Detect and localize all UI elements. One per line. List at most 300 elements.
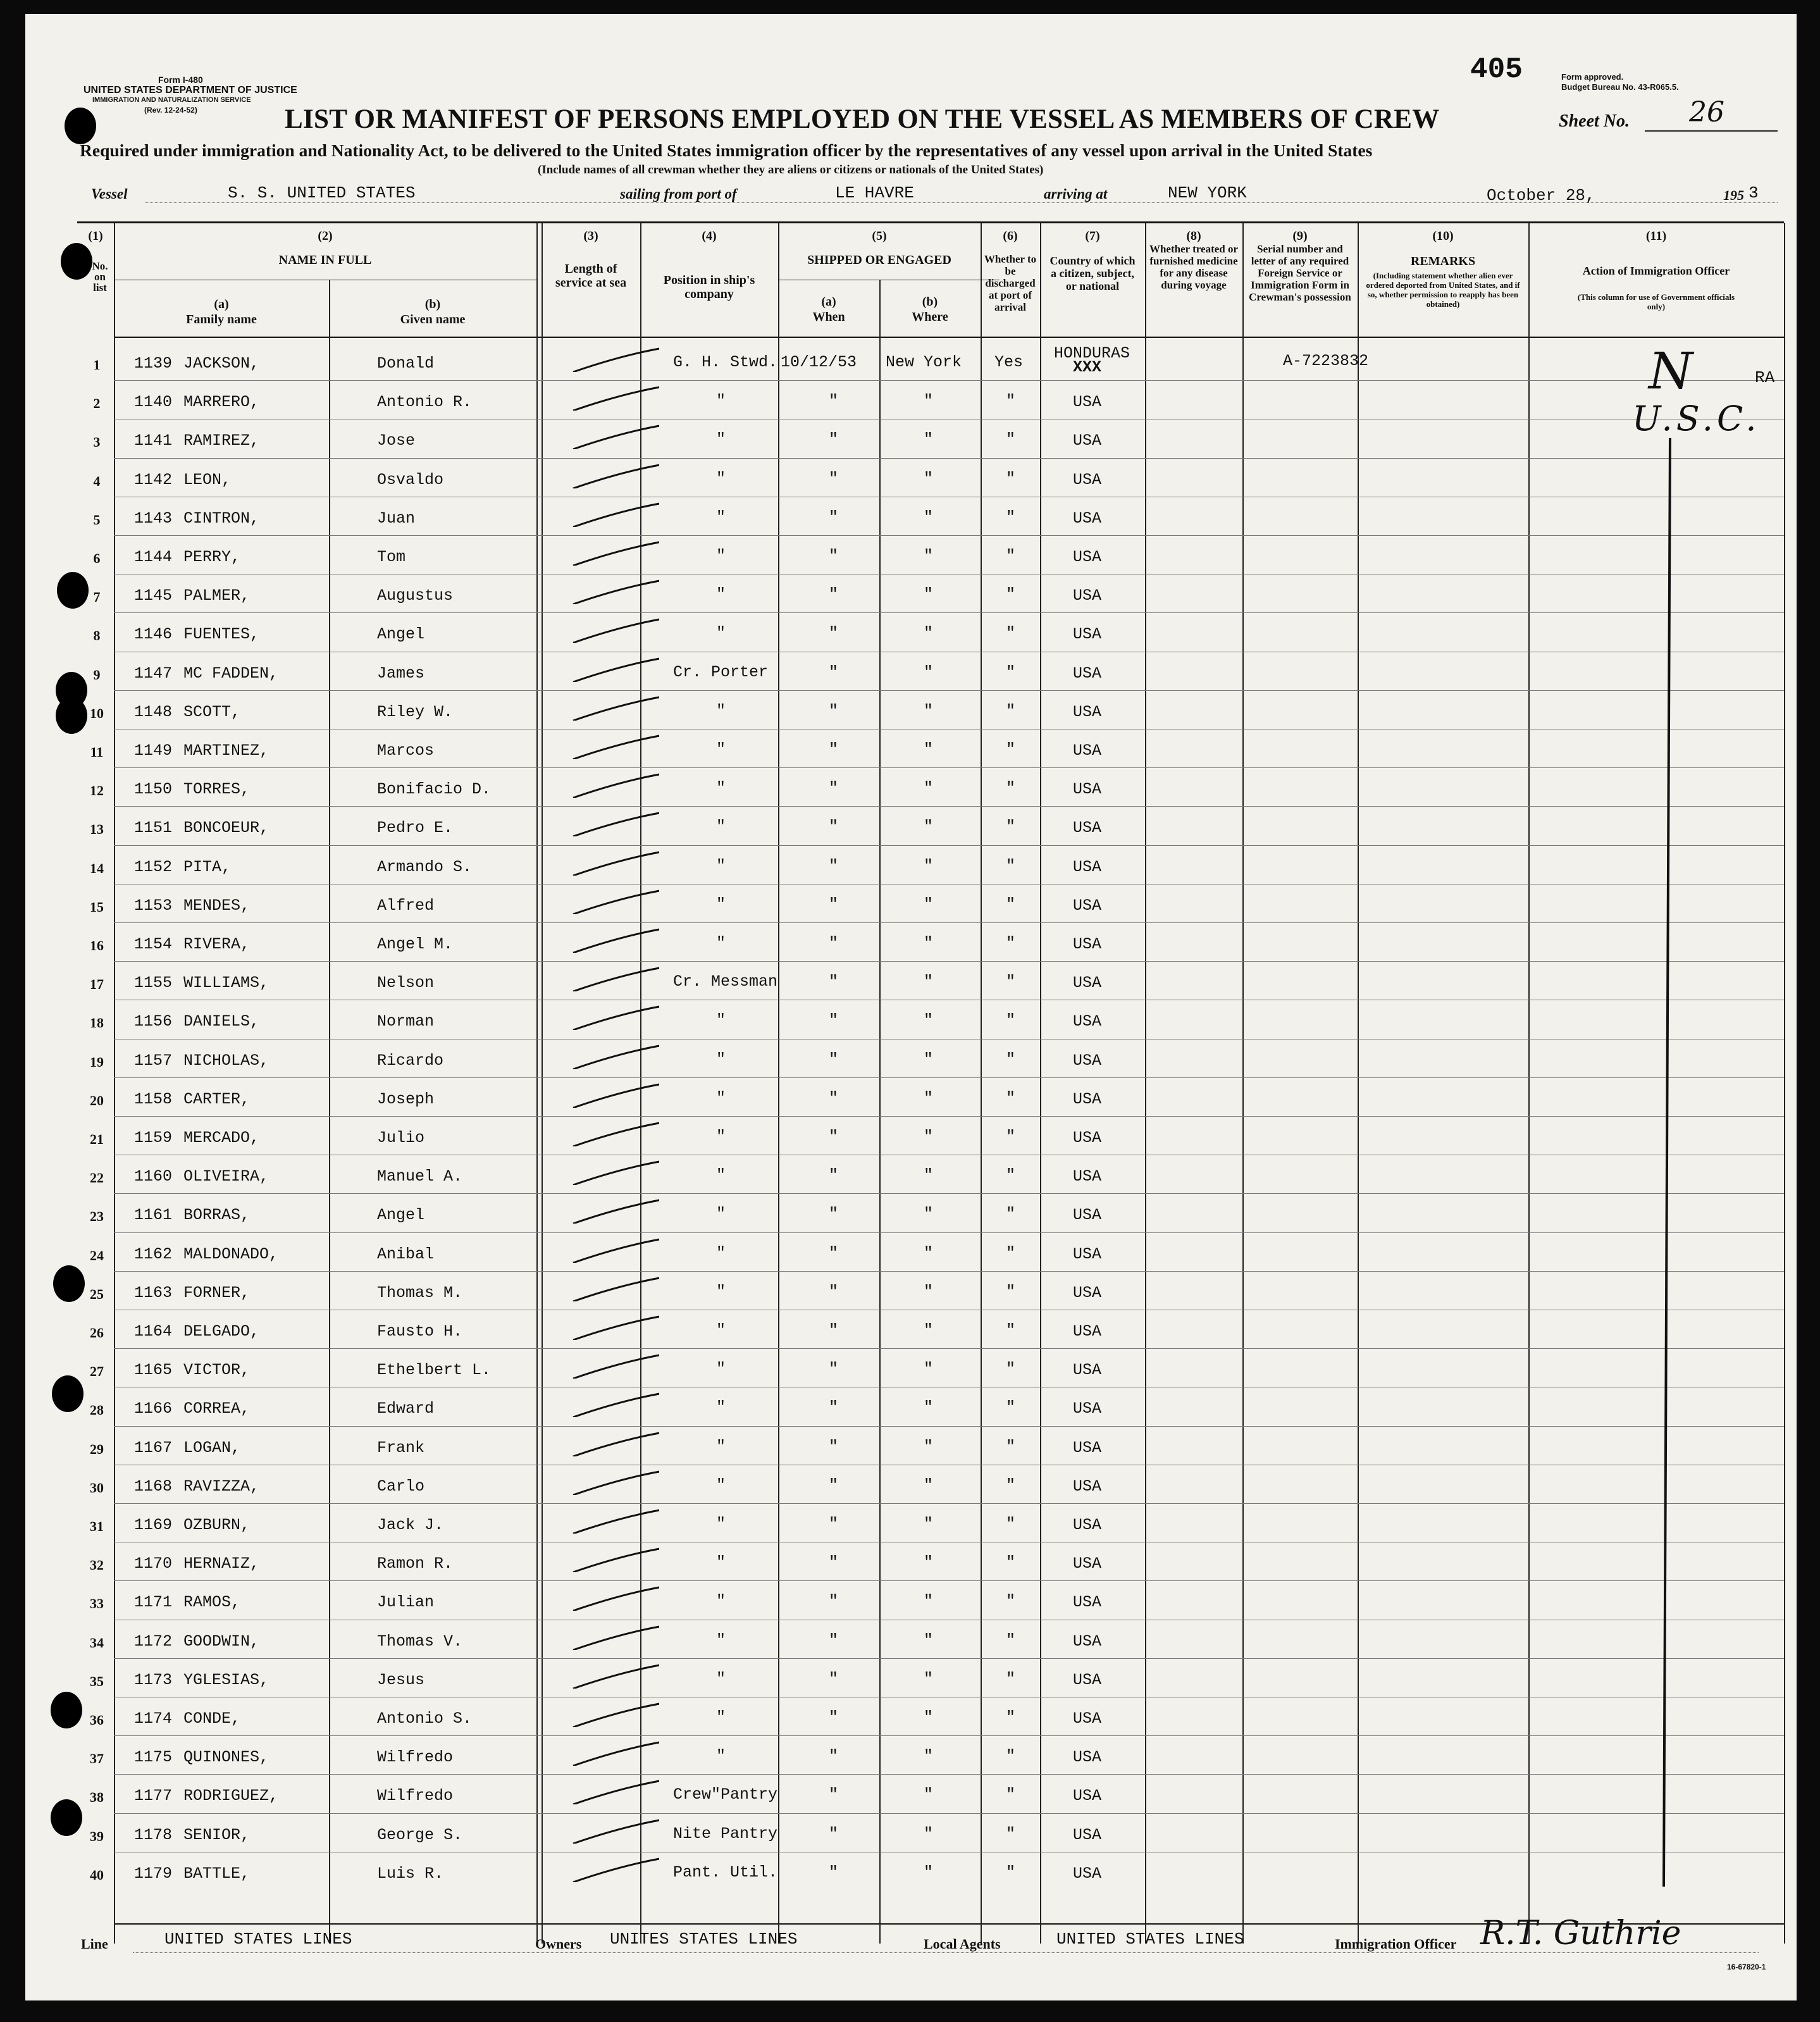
row-separator (114, 1193, 1784, 1194)
row-separator (114, 922, 1784, 923)
row-number: 23 (90, 1208, 104, 1225)
department-line: UNITED STATES DEPARTMENT OF JUSTICE (84, 85, 297, 96)
given-name: Alfred (377, 896, 435, 915)
country: USA (1073, 586, 1102, 605)
col1-num: (1) (88, 229, 103, 243)
shipped-when: " (829, 1630, 839, 1649)
col3-num: (3) (583, 229, 598, 243)
page-number: 405 (1470, 53, 1523, 86)
given-name: Osvaldo (377, 470, 444, 489)
discharged: " (1006, 469, 1016, 488)
shipped-when: " (829, 1708, 839, 1727)
col10-num: (10) (1432, 229, 1454, 243)
position: " (716, 1475, 726, 1494)
crew-id: 1156 (134, 1012, 173, 1031)
arrival-date: October 28, (1487, 186, 1595, 205)
subnote: (Include names of all crewman whether they are aliens or citizens or nationals of the United States) (538, 163, 1044, 177)
position: " (716, 585, 726, 604)
discharged: " (1006, 1321, 1016, 1339)
shipped-when: " (829, 1553, 839, 1572)
discharged: " (1006, 1127, 1016, 1146)
given-name: Anibal (377, 1244, 435, 1263)
shipped-when: " (829, 1243, 839, 1262)
given-name: Juan (377, 509, 416, 528)
family-name: CINTRON, (183, 509, 260, 528)
service-slash-mark (571, 347, 659, 372)
service-slash-mark (571, 695, 659, 721)
shipped-where: " (924, 1592, 934, 1611)
row-number: 21 (90, 1131, 104, 1147)
discharged: " (1006, 1050, 1016, 1069)
crew-id: 1144 (134, 548, 173, 566)
position: " (716, 779, 726, 798)
row-separator (114, 806, 1784, 807)
discharged: " (1006, 1205, 1016, 1224)
col5-num: (5) (872, 229, 887, 243)
discharged: " (1006, 392, 1016, 411)
year-prefix: 195 (1723, 187, 1744, 203)
row-separator (114, 1813, 1784, 1814)
manifest-sheet (25, 14, 1797, 2000)
discharged: " (1006, 585, 1016, 604)
officer-mark-n: N (1649, 342, 1693, 400)
service-slash-mark (571, 1392, 659, 1417)
family-name: YGLESIAS, (183, 1670, 269, 1689)
row-separator (114, 1348, 1784, 1349)
country: USA (1073, 1593, 1102, 1612)
crew-id: 1179 (134, 1864, 173, 1883)
position: " (716, 856, 726, 875)
column-divider (1242, 223, 1244, 1944)
footer-line-label: Line (81, 1936, 108, 1952)
shipped-where: " (924, 1824, 934, 1843)
row-separator (114, 1735, 1784, 1736)
country: USA (1073, 1864, 1102, 1883)
family-name: LEON, (183, 470, 232, 489)
family-name: CORREA, (183, 1399, 251, 1418)
country: USA (1073, 1051, 1102, 1070)
shipped-where: " (924, 1398, 934, 1417)
service-slash-mark (571, 1044, 659, 1069)
discharged: " (1006, 507, 1016, 526)
family-name: OZBURN, (183, 1516, 251, 1534)
row-number: 4 (93, 473, 101, 489)
country: USA (1073, 1438, 1102, 1457)
service-slash-mark (571, 1508, 659, 1534)
punch-hole (53, 1265, 85, 1302)
discharged: " (1006, 701, 1016, 720)
discharged: " (1006, 895, 1016, 914)
family-name: FUENTES, (183, 625, 260, 644)
position: " (716, 740, 726, 759)
shipped-where: " (924, 392, 934, 411)
sheet-number-underline (1645, 130, 1778, 132)
crew-id: 1163 (134, 1283, 173, 1302)
position: " (716, 392, 726, 411)
shipped-where: " (924, 1785, 934, 1804)
col4-header: Position in ship's company (663, 273, 755, 301)
discharged: " (1006, 1785, 1016, 1804)
punch-hole (51, 1692, 82, 1728)
position: " (716, 1166, 726, 1185)
position: " (716, 1398, 726, 1417)
given-name: Norman (377, 1012, 435, 1031)
col2-header: NAME IN FULL (278, 253, 372, 267)
shipped-when: " (829, 585, 839, 604)
shipped-where: " (924, 1360, 934, 1379)
given-name: Wilfredo (377, 1787, 454, 1806)
shipped-when: " (829, 1205, 839, 1224)
shipped-where: " (924, 701, 934, 720)
budget-bureau: Budget Bureau No. 43-R065.5. (1561, 82, 1679, 92)
crew-id: 1165 (134, 1361, 173, 1380)
service-slash-mark (571, 1198, 659, 1224)
shipped-where: " (924, 1708, 934, 1727)
row-number: 5 (93, 511, 101, 528)
shipped-where: " (924, 1088, 934, 1107)
crew-id: 1171 (134, 1593, 173, 1612)
given-name: Manuel A. (377, 1167, 463, 1186)
row-separator (114, 612, 1784, 613)
family-name: FORNER, (183, 1283, 251, 1302)
shipped-where: " (924, 1050, 934, 1069)
row-number: 40 (90, 1866, 104, 1883)
given-name: Jack J. (377, 1516, 444, 1534)
row-separator (114, 380, 1784, 381)
column-divider (778, 223, 779, 1944)
family-name: CARTER, (183, 1089, 251, 1108)
crew-id: 1143 (134, 509, 173, 528)
given-name: Antonio R. (377, 393, 473, 412)
given-name: Joseph (377, 1089, 435, 1108)
row-number: 3 (93, 434, 101, 450)
country: USA (1073, 1787, 1102, 1806)
shipped-when: " (829, 1669, 839, 1688)
position: " (716, 1088, 726, 1107)
crew-id: 1153 (134, 896, 173, 915)
row-separator (114, 690, 1784, 691)
row-separator (114, 845, 1784, 846)
position: " (716, 430, 726, 449)
given-name: Riley W. (377, 702, 454, 721)
family-name: MALDONADO, (183, 1244, 279, 1263)
crew-id: 1168 (134, 1477, 173, 1496)
family-name: TORRES, (183, 780, 251, 799)
col4-num: (4) (702, 229, 717, 243)
position: " (716, 1011, 726, 1030)
crew-id: 1154 (134, 935, 173, 953)
row-number: 37 (90, 1751, 104, 1767)
given-name: Jose (377, 431, 416, 450)
family-name: GOODWIN, (183, 1632, 260, 1651)
row-number: 30 (90, 1479, 104, 1496)
service-slash-mark (571, 1082, 659, 1108)
position: " (716, 1360, 726, 1379)
crew-id: 1140 (134, 393, 173, 412)
row-number: 10 (90, 705, 104, 721)
given-name: Tom (377, 548, 406, 566)
given-name: Antonio S. (377, 1709, 473, 1728)
row-number: 9 (93, 666, 101, 683)
row-separator (114, 961, 1784, 962)
family-name: PITA, (183, 857, 232, 876)
country: USA (1073, 1089, 1102, 1108)
shipped-when: " (829, 1398, 839, 1417)
crew-id: 1178 (134, 1825, 173, 1844)
service-slash-mark (571, 734, 659, 759)
discharged: " (1006, 972, 1016, 991)
discharged: " (1006, 934, 1016, 952)
shipped-when: " (829, 1475, 839, 1494)
crew-id: 1151 (134, 819, 173, 838)
col2b-header: Given name (400, 313, 466, 326)
service-slash-mark (571, 657, 659, 682)
col11-num: (11) (1645, 229, 1667, 243)
discharged: " (1006, 1669, 1016, 1688)
crew-id: 1159 (134, 1129, 173, 1147)
country: USA (1073, 896, 1102, 915)
col6-num: (6) (1003, 229, 1018, 243)
shipped-where: " (924, 1282, 934, 1301)
given-name: Thomas V. (377, 1632, 463, 1651)
column-divider (542, 223, 543, 1944)
country: USA (1073, 1748, 1102, 1767)
footer-line-value: UNITED STATES LINES (164, 1930, 352, 1949)
col10-header: REMARKS (1410, 254, 1476, 268)
position: Cr. Porter (673, 662, 769, 681)
crew-id: 1161 (134, 1206, 173, 1225)
shipped-when: " (829, 1088, 839, 1107)
row-number: 29 (90, 1441, 104, 1457)
position: " (716, 934, 726, 952)
crew-id: 1139 (134, 354, 173, 373)
position: Cr. Messman (673, 972, 778, 991)
shipped-when: " (829, 430, 839, 449)
family-name: PERRY, (183, 548, 241, 566)
footer-underline (133, 1952, 1759, 1953)
shipped-when: " (829, 1282, 839, 1301)
shipped-when: " (829, 779, 839, 798)
country: USA (1073, 1322, 1102, 1341)
shipped-when: " (829, 817, 839, 836)
crew-id: 1145 (134, 586, 173, 605)
punch-hole (51, 1799, 82, 1836)
row-number: 35 (90, 1673, 104, 1689)
shipped-where: " (924, 585, 934, 604)
service-slash-mark (571, 1702, 659, 1727)
arriving-label: arriving at (1044, 186, 1108, 202)
row-number: 19 (90, 1053, 104, 1070)
position: " (716, 1282, 726, 1301)
crew-id: 1150 (134, 780, 173, 799)
crew-id: 1157 (134, 1051, 173, 1070)
row-number: 1 (93, 357, 101, 373)
family-name: BONCOEUR, (183, 819, 269, 838)
country: USA (1073, 702, 1102, 721)
crew-id: 1173 (134, 1670, 173, 1689)
position: " (716, 1669, 726, 1688)
country: USA (1073, 393, 1102, 412)
shipped-where: " (924, 934, 934, 952)
given-name: Thomas M. (377, 1283, 463, 1302)
shipped-where: " (924, 430, 934, 449)
col7-num: (7) (1085, 229, 1100, 243)
shipped-when: 10/12/53 (781, 353, 857, 371)
shipped-where: " (924, 972, 934, 991)
family-name: LOGAN, (183, 1438, 241, 1457)
service-slash-mark (571, 1276, 659, 1301)
shipped-where: " (924, 1127, 934, 1146)
given-name: Armando S. (377, 857, 473, 876)
shipped-when: " (829, 972, 839, 991)
country: USA (1073, 1670, 1102, 1689)
row-separator (114, 767, 1784, 768)
column-divider (1528, 223, 1530, 1944)
page-title: LIST OR MANIFEST OF PERSONS EMPLOYED ON THE VESSEL AS MEMBERS OF CREW (285, 104, 1440, 134)
discharged: " (1006, 779, 1016, 798)
country: USA (1073, 974, 1102, 993)
discharged: " (1006, 624, 1016, 643)
family-name: MARTINEZ, (183, 741, 269, 760)
family-name: RAVIZZA, (183, 1477, 260, 1496)
country: USA (1073, 780, 1102, 799)
revision-line: (Rev. 12-24-52) (144, 106, 197, 115)
country: USA (1073, 1825, 1102, 1844)
column-divider (981, 223, 982, 1944)
country: USA (1073, 1516, 1102, 1534)
col2-num: (2) (318, 229, 333, 243)
col9-num: (9) (1292, 229, 1308, 243)
crew-id: 1148 (134, 702, 173, 721)
shipped-where: " (924, 1205, 934, 1224)
row-number: 15 (90, 898, 104, 915)
given-name: Nelson (377, 974, 435, 993)
discharged: " (1006, 740, 1016, 759)
row-separator (114, 1271, 1784, 1272)
position: " (716, 1515, 726, 1533)
service-slash-mark (571, 1237, 659, 1263)
shipped-where: " (924, 1669, 934, 1688)
shipped-where: " (924, 1747, 934, 1766)
given-name: Luis R. (377, 1864, 444, 1883)
position: " (716, 1708, 726, 1727)
shipped-where: " (924, 1321, 934, 1339)
country: USA (1073, 1399, 1102, 1418)
officer-vertical-stroke (1645, 431, 1683, 1899)
service-slash-mark (571, 617, 659, 643)
col1-header: No. on list (92, 260, 108, 294)
row-separator (114, 1774, 1784, 1775)
service-slash-mark (571, 1818, 659, 1844)
shipped-where: " (924, 1011, 934, 1030)
service-slash-mark (571, 1585, 659, 1611)
country: USA (1073, 1709, 1102, 1728)
crew-id: 1167 (134, 1438, 173, 1457)
shipped-when: " (829, 507, 839, 526)
column-divider (536, 223, 538, 1944)
row-number: 26 (90, 1325, 104, 1341)
form-approved: Form approved. (1561, 72, 1624, 82)
subtitle: Required under immigration and Nationality Act, to be delivered to the United States immigration officer by the representatives of any vessel upon arrival in the United States (80, 140, 1373, 160)
column-divider (1784, 223, 1785, 1944)
given-name: Augustus (377, 586, 454, 605)
shipped-when: " (829, 1824, 839, 1843)
col6-header: Whether to be discharged at port of arrival (984, 253, 1037, 313)
row-number: 14 (90, 860, 104, 876)
column-divider (1040, 223, 1041, 1944)
service-slash-mark (571, 1625, 659, 1650)
shipped-when: " (829, 856, 839, 875)
discharged: " (1006, 1553, 1016, 1572)
col2a-num: (a) (214, 297, 229, 311)
family-name: SCOTT, (183, 702, 241, 721)
col9-header: Serial number and letter of any required Foreign Service or Immigration Form in Crewman's possession (1249, 243, 1351, 303)
position: G. H. Stwd. (673, 353, 778, 371)
row-number: 39 (90, 1828, 104, 1844)
country: HONDURAS (1054, 344, 1130, 363)
position: " (716, 1205, 726, 1224)
shipped-where: " (924, 1863, 934, 1882)
row-separator (114, 1580, 1784, 1581)
shipped-when: " (829, 1515, 839, 1533)
col10-note: (Including statement whether alien ever ordered deported from United States, and if so, whether permission to reapply has been obtained) (1366, 271, 1520, 309)
row-number: 22 (90, 1170, 104, 1186)
country: USA (1073, 935, 1102, 953)
position: " (716, 817, 726, 836)
discharged: " (1006, 1630, 1016, 1649)
row-number: 16 (90, 938, 104, 953)
shipped-where: " (924, 1515, 934, 1533)
footer-agents-label: Local Agents (924, 1936, 1001, 1952)
row-number: 32 (90, 1557, 104, 1573)
shipped-where: " (924, 1475, 934, 1494)
service-slash-mark (571, 1005, 659, 1030)
given-name: Angel (377, 1206, 425, 1225)
country: USA (1073, 857, 1102, 876)
row-number: 11 (90, 744, 104, 760)
country: USA (1073, 741, 1102, 760)
discharged: " (1006, 1243, 1016, 1262)
col11-note: (This column for use of Government officials only) (1577, 292, 1735, 311)
shipped-where: " (924, 895, 934, 914)
shipped-when: " (829, 1321, 839, 1339)
shipped-when: " (829, 1592, 839, 1611)
service-slash-mark (571, 889, 659, 914)
family-name: VICTOR, (183, 1361, 251, 1380)
position: " (716, 1321, 726, 1339)
family-name: HERNAIZ, (183, 1554, 260, 1573)
family-name: RAMIREZ, (183, 431, 260, 450)
discharged: " (1006, 430, 1016, 449)
column-divider (1358, 223, 1359, 1944)
shipped-where: " (924, 662, 934, 681)
given-name: Ricardo (377, 1051, 444, 1070)
country: USA (1073, 664, 1102, 683)
country: USA (1073, 548, 1102, 566)
shipped-when: " (829, 1011, 839, 1030)
country: USA (1073, 1244, 1102, 1263)
given-name: Jesus (377, 1670, 425, 1689)
crew-id: 1164 (134, 1322, 173, 1341)
position: Crew"Pantry (673, 1785, 778, 1804)
family-name: CONDE, (183, 1709, 241, 1728)
row-number: 8 (93, 628, 101, 644)
family-name: OLIVEIRA, (183, 1167, 269, 1186)
given-name: Bonifacio D. (377, 780, 492, 799)
row-number: 7 (93, 589, 101, 605)
column-divider (1145, 223, 1146, 1944)
service-slash-mark (571, 540, 659, 566)
